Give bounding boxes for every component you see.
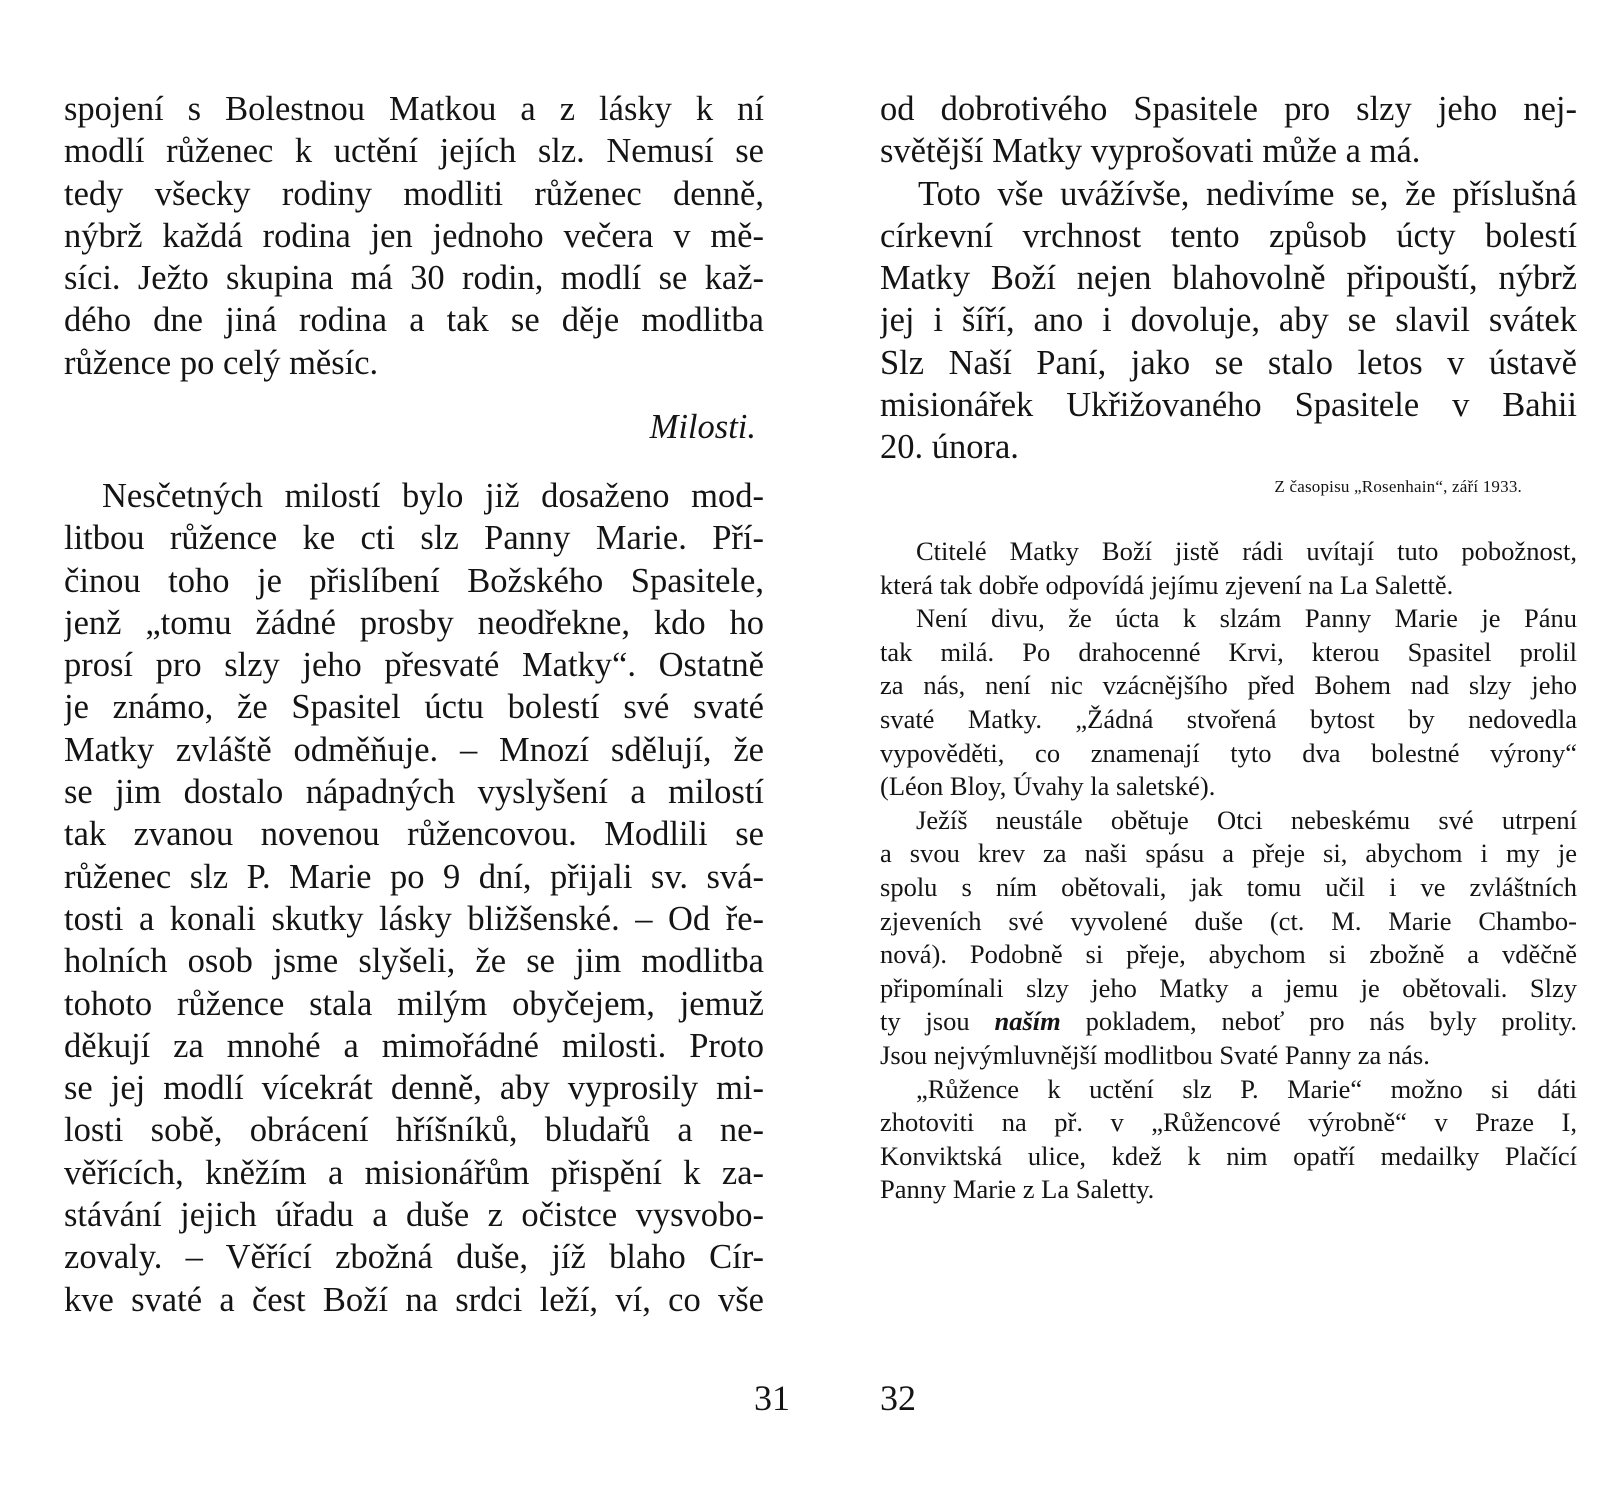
text-line: církevní vrchnost tento způsob úcty bolestí <box>880 216 1577 255</box>
right-page <box>880 0 1577 1500</box>
text-line: Konviktská ulice, kdež k nim opatří medailky Plačící <box>880 1140 1577 1171</box>
text-line: Ježíš neustále obětuje Otci nebeskému své utrpení <box>916 804 1577 835</box>
text-line: dého dne jiná rodina a tak se děje modlitba <box>64 301 764 340</box>
text-line: růženec slz P. Marie po 9 dní, přijali sv. svá- <box>64 857 764 896</box>
text-line: Ctitelé Matky Boží jistě rádi uvítají tuto pobožnost, <box>916 536 1577 566</box>
text-line: nýbrž každá rodina jen jednoho večera v mě- <box>64 216 764 255</box>
text-line: činou toho je přislíbení Božského Spasitele, <box>64 561 764 600</box>
left-page <box>64 0 790 1500</box>
text-line: Jsou nejvýmluvnější modlitbou Svaté Panny za nás. <box>880 1039 1430 1070</box>
left-paragraph-1 <box>64 88 764 384</box>
text-line: růžence po celý měsíc. <box>64 343 379 382</box>
text-line: se jim dostalo nápadných vyslyšení a milostí <box>64 773 764 812</box>
page-number: 31 <box>754 1378 790 1418</box>
text-line: tosti a konali skutky lásky bližšenské. – Od ře- <box>64 899 764 938</box>
text-line: kve svaté a čest Boží na srdci leží, ví, co vše <box>64 1280 764 1319</box>
text-line: zhotoviti na př. v „Růžencové výrobně“ v Praze I, <box>880 1107 1577 1138</box>
text-line: světější Matky vyprošovati může a má. <box>880 132 1421 171</box>
emphasized-word: naším <box>994 1006 1061 1037</box>
text-line <box>880 1005 1577 1039</box>
left-paragraph-2 <box>64 475 764 1321</box>
text-line: děkují za mnohé a mimořádné milosti. Proto <box>64 1026 764 1065</box>
text-line: se jej modlí vícekrát denně, aby vyprosily mi- <box>64 1069 764 1108</box>
text-line: od dobrotivého Spasitele pro slzy jeho nej- <box>880 90 1577 128</box>
text-line: vypověděti, co znamenají tyto dva bolestné výrony“ <box>880 737 1577 768</box>
text-line: věřících, kněžím a misionářům přispění k za- <box>64 1153 764 1192</box>
text-line: Matky Boží nejen blahovolně připouští, nýbrž <box>880 259 1577 298</box>
text-line: je známo, že Spasitel úctu bolestí své svaté <box>64 688 764 727</box>
right-small-text <box>880 535 1577 1207</box>
text-line: Není divu, že úcta k slzám Panny Marie je Pánu <box>916 603 1577 634</box>
text-line: připomínali slzy jeho Matky a jemu je obětovali. Slzy <box>880 972 1577 1003</box>
text-line: losti sobě, obrácení hříšníků, bludařů a ne- <box>64 1111 764 1150</box>
text-line: a svou krev za naši spásu a přeje si, abychom i my je <box>880 838 1577 869</box>
text-line: síci. Ježto skupina má 30 rodin, modlí se kaž- <box>64 259 764 298</box>
text-line: tak milá. Po drahocenné Krvi, kterou Spasitel prolil <box>880 636 1577 667</box>
text-line: za nás, není nic vzácnějšího před Bohem nad slzy jeho <box>880 670 1577 701</box>
text-fragment: pokladem, neboť pro nás byly prolity. <box>1060 1006 1577 1037</box>
text-line: nová). Podobně si přeje, abychom si zbožně a vděčně <box>880 939 1577 970</box>
text-line: (Léon Bloy, Úvahy la saletské). <box>880 771 1216 802</box>
source-note: Z časopisu „Rosenhain“, září 1933. <box>1274 477 1522 496</box>
text-line: litbou růžence ke cti slz Panny Marie. Pří- <box>64 519 764 558</box>
text-line: Panny Marie z La Saletty. <box>880 1174 1155 1205</box>
text-line: 20. února. <box>880 428 1019 467</box>
text-line: Slz Naší Paní, jako se stalo letos v ústavě <box>880 343 1577 382</box>
text-line: zovaly. – Věřící zbožná duše, jíž blaho Cír- <box>64 1238 764 1277</box>
text-fragment: ty jsou <box>880 1006 995 1037</box>
text-line: svaté Matky. „Žádná stvořená bytost by nedovedla <box>880 703 1577 734</box>
text-line: „Růžence k uctění slz P. Marie“ možno si dáti <box>916 1073 1577 1104</box>
right-paragraph-1 <box>880 88 1577 469</box>
page-number: 32 <box>880 1378 916 1418</box>
text-line: zjeveních své vyvolené duše (ct. M. Marie Chambo- <box>880 905 1577 936</box>
text-line: jenž „tomu žádné prosby neodřekne, kdo ho <box>64 603 764 642</box>
text-line: Toto vše uvážívše, nedivíme se, že příslušná <box>918 174 1577 213</box>
text-line: modlí růženec k uctění jejích slz. Nemusí se <box>64 132 764 171</box>
text-line: holních osob jsme slyšeli, že se jim modlitba <box>64 942 764 981</box>
text-line: tak zvanou novenou růžencovou. Modlili se <box>64 815 764 854</box>
text-line: spolu s ním obětovali, jak tomu učil i ve zvláštních <box>880 871 1577 902</box>
section-title: Milosti. <box>649 408 756 446</box>
text-line: Matky zvláště odměňuje. – Mnozí sdělují, že <box>64 730 764 769</box>
text-line: misionářek Ukřižovaného Spasitele v Bahii <box>880 386 1577 425</box>
text-line: tedy všecky rodiny modliti růženec denně, <box>64 174 764 213</box>
text-line: prosí pro slzy jeho přesvaté Matky“. Ostatně <box>64 646 764 685</box>
text-line: stávání jejich úřadu a duše z očistce vysvobo- <box>64 1196 764 1235</box>
text-line: Nesčetných milostí bylo již dosaženo mod- <box>102 477 764 515</box>
text-line: spojení s Bolestnou Matkou a z lásky k ní <box>64 90 764 128</box>
text-line: tohoto růžence stala milým obyčejem, jemuž <box>64 984 764 1023</box>
text-line: která tak dobře odpovídá jejímu zjevení na La Salettě. <box>880 569 1454 600</box>
text-line: jej i šíří, ano i dovoluje, aby se slavil svátek <box>880 301 1577 340</box>
